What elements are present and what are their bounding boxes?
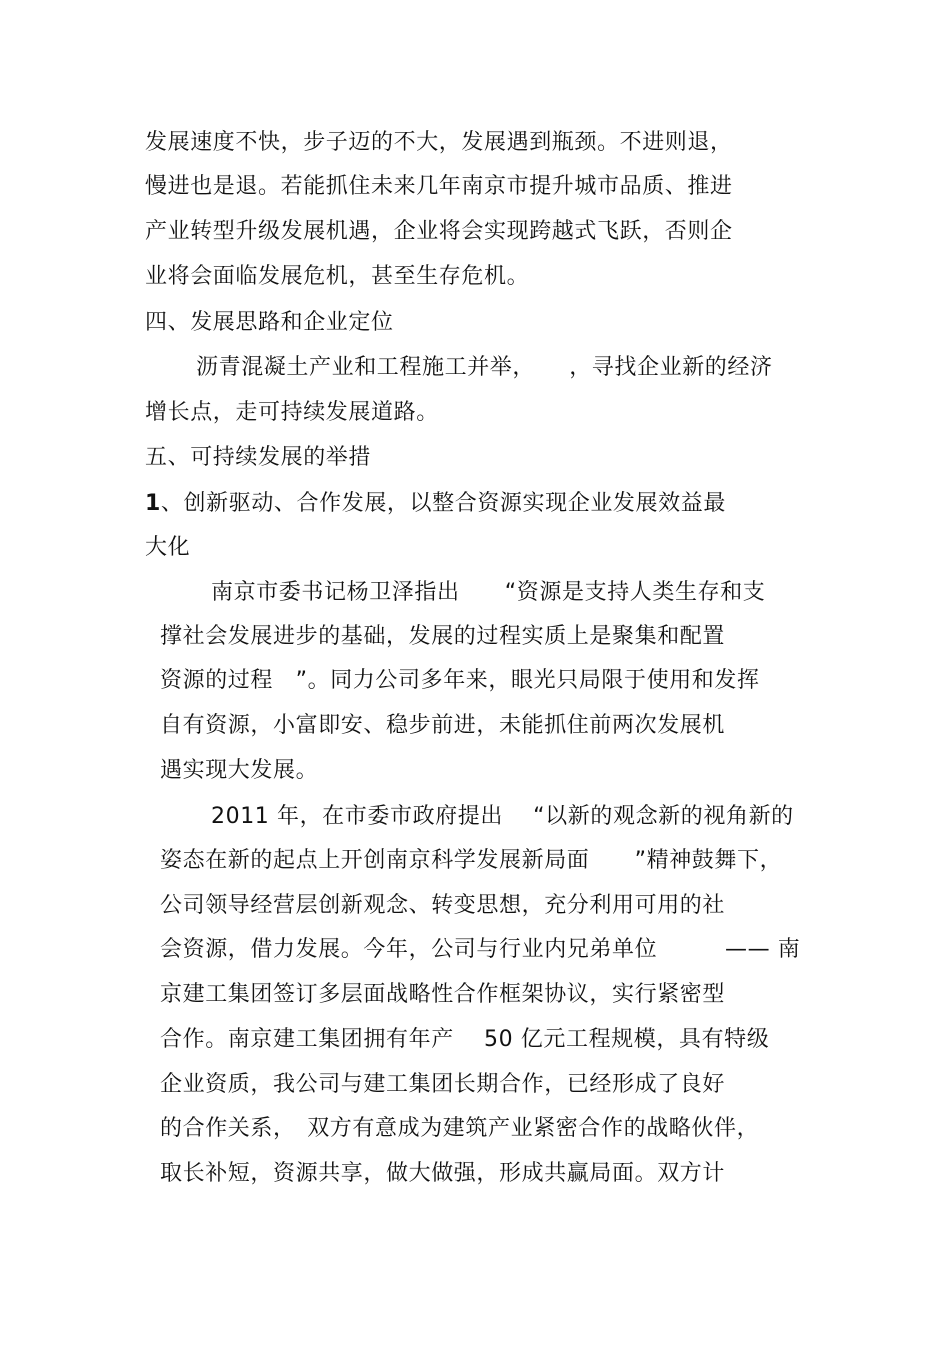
paragraph-line: 慢进也是退。若能抓住未来几年南京市提升城市品质、推进: [145, 174, 733, 199]
paragraph-line: 增长点，走可持续发展道路。: [145, 400, 439, 425]
paragraph-line: 资源的过程 ”。同力公司多年来，眼光只局限于使用和发挥: [160, 668, 760, 693]
subsection-heading: [145, 489, 726, 519]
paragraph-line: 公司领导经营层创新观念、转变思想，充分利用可用的社: [160, 893, 726, 918]
paragraph-line: 会资源，借力发展。今年，公司与行业内兄弟单位 —— 南: [160, 937, 801, 962]
paragraph-line: 的合作关系， 双方有意成为建筑产业紧密合作的战略伙伴，: [160, 1116, 760, 1141]
section-heading-5: 五、可持续发展的举措: [145, 445, 372, 470]
paragraph-line: 遇实现大发展。: [160, 758, 319, 783]
item-number: 1: [145, 491, 161, 516]
paragraph-line: 企业资质，我公司与建工集团长期合作，已经形成了良好: [160, 1072, 726, 1097]
paragraph-line: 发展速度不快，步子迈的不大，发展遇到瓶颈。不进则退，: [145, 130, 733, 155]
paragraph-line: 南京市委书记杨卫泽指出 “资源是支持人类生存和支: [211, 580, 766, 605]
paragraph-line: 业将会面临发展危机，甚至生存危机。: [145, 264, 530, 289]
paragraph-line: 撑社会发展进步的基础，发展的过程实质上是聚集和配置: [160, 624, 726, 649]
paragraph-line: 沥青混凝土产业和工程施工并举， ，寻找企业新的经济: [196, 355, 773, 380]
paragraph-line: 产业转型升级发展机遇，企业将会实现跨越式飞跃，否则企: [145, 219, 733, 244]
paragraph-line: 合作。南京建工集团拥有年产 50 亿元工程规模，具有特级: [160, 1027, 770, 1052]
paragraph-line: 取长补短，资源共享，做大做强，形成共赢局面。双方计: [160, 1161, 726, 1186]
subsection-title: 、创新驱动、合作发展，以整合资源实现企业发展效益最: [160, 491, 726, 516]
paragraph-line: 京建工集团签订多层面战略性合作框架协议，实行紧密型: [160, 982, 726, 1007]
paragraph-line: 姿态在新的起点上开创南京科学发展新局面 ”精神鼓舞下，: [160, 848, 783, 873]
paragraph-line: 自有资源，小富即安、稳步前进，未能抓住前两次发展机: [160, 713, 726, 738]
section-heading-4: 四、发展思路和企业定位: [145, 310, 394, 335]
subsection-title-cont: 大化: [145, 535, 191, 560]
paragraph-line: 2011 年，在市委市政府提出 “以新的观念新的视角新的: [211, 804, 794, 829]
